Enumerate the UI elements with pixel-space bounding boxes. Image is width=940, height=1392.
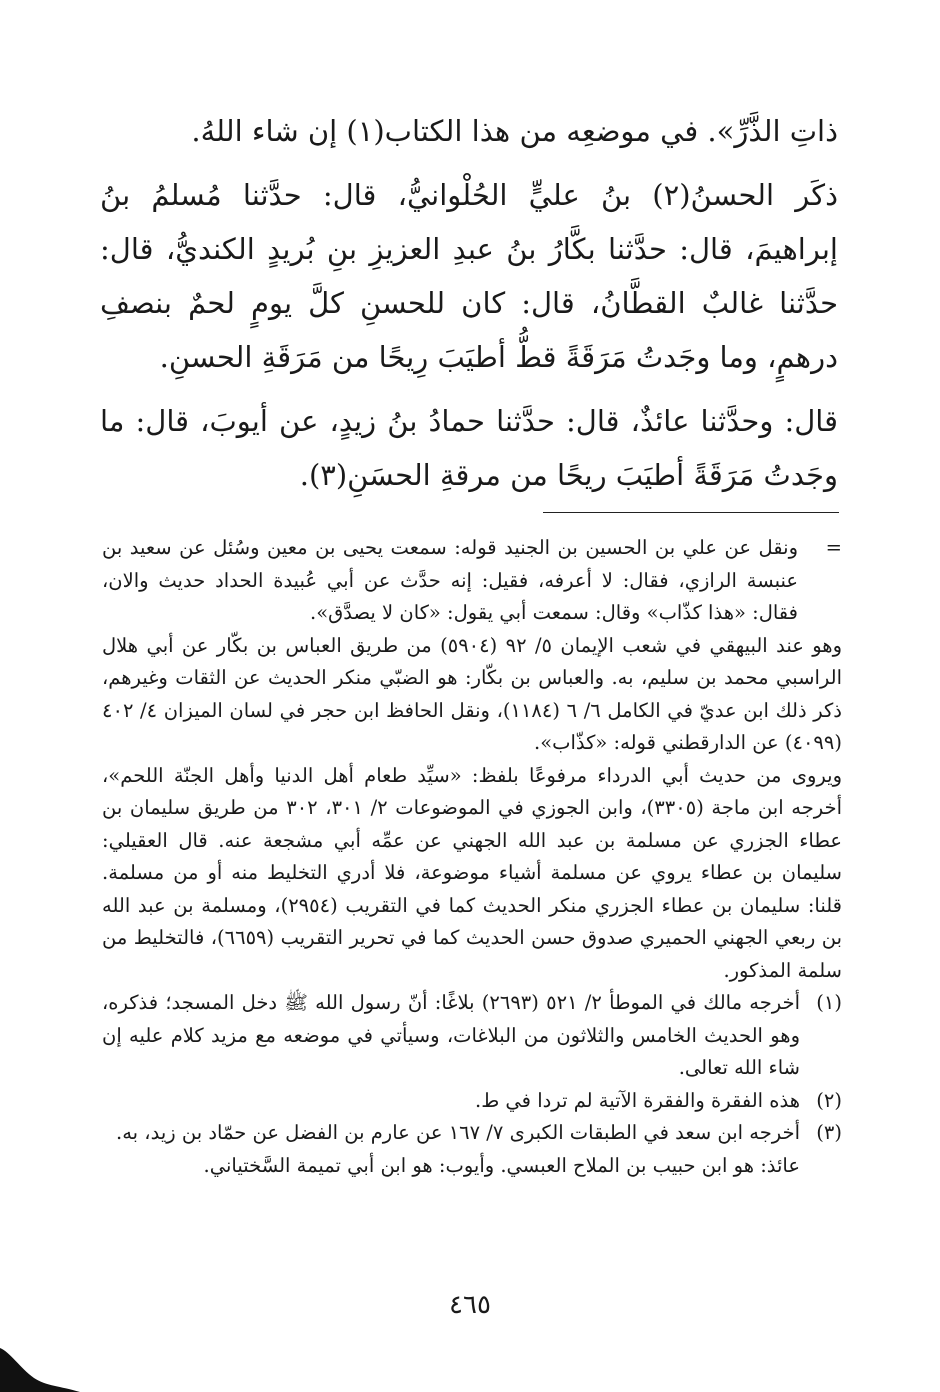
footnote-3: [102, 1117, 842, 1150]
footnote-number: (١): [816, 991, 842, 1014]
main-text: [100, 104, 838, 502]
main-paragraph-3: قال: وحدَّثنا عائذٌ، قال: حدَّثنا حمادُ بنُ زيدٍ، عن أيوبَ، قال: ما وجَدتُ مَرَقَةً أطيَبَ ريحًا من مرقةِ الحسَنِ(٣).: [100, 404, 838, 492]
footnote-number: (٣): [816, 1121, 842, 1144]
footnote-separator: [543, 512, 839, 513]
footnotes: [102, 532, 842, 1182]
footnote-continuation-2: وهو عند البيهقي في شعب الإيمان ٥/ ٩٢ (٥٩٠٤) من طريق العباس بن بكّار عن أبي هلال الراسبي محمد بن سليم، به. والعباس بن بكّار: هو الضبّي منكر الحديث عن الثقات وغيرهم، ذكر ذلك ابن عديّ في الكامل ٦/ ٦ (١١٨٤)، ونقل الحافظ ابن حجر في لسان الميزان ٤/ ٤٠٢ (٤٠٩٩) عن الدارقطني قوله: «كذّاب».: [102, 633, 842, 754]
main-paragraph-1: ذاتِ الذَّرِّ». في موضعِه من هذا الكتاب(١) إن شاء اللهُ.: [191, 114, 838, 148]
footnote-continuation-text: ونقل عن علي بن الحسين بن الجنيد قوله: سمعت يحيى بن معين وسُئل عن سعيد بن عنبسة الرازي، فقال: لا أعرفه، فقيل: إنه حدَّث عن أبي عُبيدة الحداد حديث والان، فقال: «هذا كذّاب» وقال: سمعت أبي يقول: «كان لا يصدَّق».: [102, 536, 798, 624]
footnote-text: هذه الفقرة والفقرة الآتية لم تردا في ط.: [475, 1088, 800, 1112]
footnote-2: [102, 1085, 842, 1118]
footnote-continuation-3: ويروى من حديث أبي الدرداء مرفوعًا بلفظ: «سيِّد طعام أهل الدنيا وأهل الجنّة اللحم»، أخرجه ابن ماجة (٣٣٠٥)، وابن الجوزي في الموضوعات ٢/ ٣٠١، ٣٠٢ من طريق سليمان بن عطاء الجزري عن مسلمة بن عبد الله الجهني عن عمِّه أبي مشجعة عنه. قال العقيلي: سليمان بن عطاء يروي عن مسلمة أشياء موضوعة، فلا أدري التخليط منه أو من مسلمة. قلنا: سليمان بن عطاء الجزري منكر الحديث كما في التقريب (٢٩٥٤)، ومسلمة بن عبد الله بن ربعي الجهني الحميري صدوق حسن الحديث كما في تحرير التقريب (٦٦٥٩)، فالتخليط من سلمة المذكور.: [102, 763, 842, 982]
footnote-continuation-1: [102, 532, 842, 630]
footnote-number: (٢): [816, 1088, 842, 1112]
continuation-marker: =: [825, 536, 842, 559]
footnote-1: [102, 987, 842, 1085]
page-number: ٤٦٥: [449, 1290, 491, 1320]
main-paragraph-2: ذكَر الحسنُ(٢) بنُ عليٍّ الحُلْوانيُّ، قال: حدَّثنا مُسلمُ بنُ إبراهيمَ، قال: حدَّثنا بكَّارُ بنُ عبدِ العزيزِ بنِ بُريدٍ الكنديُّ، قال: حدَّثنا غالبٌ القطَّانُ، قال: كان للحسنِ كلَّ يومٍ لحمٌ بنصفِ درهمٍ، وما وجَدتُ مَرَقَةً قطُّ أطيَبَ رِيحًا من مَرَقَةِ الحسنِ.: [100, 178, 839, 374]
footnote-3-extra: عائذ: هو ابن حبيب بن الملاح العبسي. وأيوب: هو ابن أبي تميمة السَّختياني.: [203, 1153, 800, 1177]
page-corner-shadow: [0, 1338, 80, 1392]
footnote-text: أخرجه مالك في الموطأ ٢/ ٥٢١ (٢٦٩٣) بلاغًا: أنّ رسول الله ﷺ دخل المسجد؛ فذكره، وهو الحديث الخامس والثلاثون من البلاغات، وسيأتي في موضعه مع مزيد كلام عليه إن شاء الله تعالى.: [102, 991, 800, 1079]
footnote-text: أخرجه ابن سعد في الطبقات الكبرى ٧/ ١٦٧ عن عارم بن الفضل عن حمّاد بن زيد، به.: [116, 1121, 800, 1144]
